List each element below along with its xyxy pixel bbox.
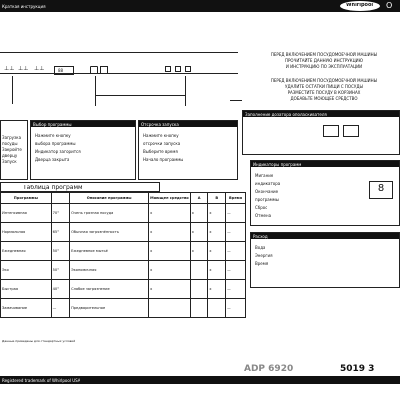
left-box-line: посуды — [2, 141, 18, 146]
delay-start-line: Нажмите кнопку — [143, 133, 179, 138]
footer-small-notes: Данные приведены для стандартных условий — [2, 339, 76, 343]
table-cell — [208, 299, 226, 318]
leader-line-5 — [230, 100, 242, 101]
brand-name: Whirlpool — [346, 3, 374, 8]
program-select-line: Дверца закрыта — [35, 157, 70, 162]
table-cell: Нормальная — [1, 223, 52, 242]
program-select-line: Нажмите кнопку — [35, 133, 71, 138]
table-cell: Ежедневная — [1, 242, 52, 261]
indicator-notes-line: Сброс — [255, 205, 268, 210]
rinse-aid-title-bar — [243, 111, 399, 117]
panel-symbols — [165, 66, 205, 76]
delay-start-title-bar — [139, 121, 237, 127]
rinse-aid-title: Заполнение дозатора ополаскивателя — [245, 112, 327, 117]
table-row — [1, 299, 246, 318]
table-cell — [190, 261, 208, 280]
table-cell: x — [149, 242, 191, 261]
table-cell: Интенсивная — [1, 204, 52, 223]
table-cell — [149, 299, 191, 318]
table-cell: x — [208, 242, 226, 261]
table-cell: Слабое загрязнение — [70, 280, 149, 299]
leader-line-2 — [95, 76, 96, 106]
delay-start-box — [138, 120, 238, 180]
program-select-line: выбора программы — [35, 141, 76, 146]
leader-line-4 — [185, 76, 186, 106]
option-icon-1 — [165, 66, 171, 72]
table-cell: — — [226, 280, 246, 299]
program-table — [0, 192, 246, 318]
table-cell: — — [226, 223, 246, 242]
table-cell: Предварительное — [70, 299, 149, 318]
panel-indicators — [4, 66, 124, 76]
footer-bar — [0, 376, 400, 384]
indicator-notes-line: программы — [255, 197, 279, 202]
program-table-title — [0, 182, 160, 192]
start-button[interactable] — [90, 66, 98, 74]
delay-button[interactable] — [100, 66, 108, 74]
dispenser-icon — [323, 125, 339, 137]
consumption-line: Время — [255, 261, 269, 266]
left-box-line: Закройте — [2, 147, 22, 152]
table-row — [1, 280, 246, 299]
program-display — [54, 66, 74, 75]
program-select-box — [30, 120, 136, 180]
table-cell: 40° — [51, 280, 69, 299]
indicator-3: ⊥⊥ — [34, 66, 45, 72]
header-title: Краткая инструкция — [2, 4, 46, 9]
corner-code: O — [386, 2, 393, 10]
consumption-line: Вода — [255, 245, 266, 250]
indicator-notes-line: Окончание — [255, 189, 279, 194]
rinse-aid-box — [242, 110, 400, 155]
table-header-cell: Описание программы — [70, 193, 149, 204]
table-header-cell: Моющее средство — [149, 193, 191, 204]
table-cell: Быстрая — [1, 280, 52, 299]
leader-line-1 — [12, 76, 13, 104]
table-cell: — — [226, 261, 246, 280]
table-header-cell: Программы — [1, 193, 52, 204]
table-cell: — — [226, 242, 246, 261]
right-mid-line: РАЗМЕСТИТЕ ПОСУДУ В КОРЗИНАХ — [287, 90, 361, 95]
delay-start-title: Отсрочка запуска — [141, 122, 179, 127]
footer-notes — [0, 335, 240, 365]
indicator-notes-title: Индикаторы программ — [253, 162, 302, 167]
table-cell: Замачивание — [1, 299, 52, 318]
program-select-title-bar — [31, 121, 135, 127]
dispenser-icon-2 — [343, 125, 359, 137]
indicator-notes-line: Мигание — [255, 173, 274, 178]
consumption-title: Расход — [253, 234, 268, 239]
panel-top-line — [0, 52, 238, 53]
right-top-line: И ИНСТРУКЦИЮ ПО ЭКСПЛУАТАЦИИ — [285, 64, 363, 69]
right-mid-line: УДАЛИТЕ ОСТАТКИ ПИЩИ С ПОСУДЫ — [285, 84, 363, 89]
table-header-cell: A — [190, 193, 208, 204]
program-select-title: Выбор программы — [33, 122, 72, 127]
table-row — [1, 223, 246, 242]
table-cell: x — [208, 280, 226, 299]
header-bar — [0, 0, 400, 12]
table-cell: x — [208, 204, 226, 223]
table-cell: x — [149, 204, 191, 223]
table-cell — [190, 299, 208, 318]
table-cell: Очень грязная посуда — [70, 204, 149, 223]
table-cell: 70° — [51, 204, 69, 223]
indicator-1: ⊥⊥ — [4, 66, 15, 72]
program-display-value: 88 — [58, 68, 64, 73]
table-cell: — — [226, 299, 246, 318]
option-icon-2 — [175, 66, 181, 72]
indicator-notes-title-bar — [251, 161, 399, 167]
right-mid-line: ПЕРЕД ВКЛЮЧЕНИЕМ ПОСУДОМОЕЧНОЙ МАШИНЫ — [270, 78, 378, 83]
table-cell: x — [190, 223, 208, 242]
table-cell: x — [149, 223, 191, 242]
table-header-cell: B — [208, 193, 226, 204]
option-icon-3 — [185, 66, 191, 72]
left-box-line: Запуск — [2, 159, 17, 164]
table-cell: x — [208, 223, 226, 242]
table-cell: 50° — [51, 242, 69, 261]
right-mid-text-block — [250, 78, 398, 108]
table-cell: x — [149, 261, 191, 280]
left-box-line: дверцу — [2, 153, 18, 158]
table-header-row — [1, 193, 246, 204]
model-label: ADP 6920 — [244, 364, 294, 374]
indicator-notes-line: индикатора — [255, 181, 281, 186]
program-table-title-text: Таблица программ — [23, 185, 83, 191]
product-code: 5019 3 — [340, 364, 375, 374]
table-cell: 65° — [51, 223, 69, 242]
right-top-line: ПЕРЕД ВКЛЮЧЕНИЕМ ПОСУДОМОЕЧНОЙ МАШИНЫ — [270, 52, 378, 57]
table-row — [1, 242, 246, 261]
table-row — [1, 261, 246, 280]
program-select-line: Индикатор загорится — [35, 149, 81, 154]
table-header-cell — [51, 193, 69, 204]
leader-line-3 — [95, 95, 185, 96]
delay-start-line: Начало программы — [143, 157, 184, 162]
brand-logo — [340, 1, 380, 11]
table-cell: 50° — [51, 261, 69, 280]
display-8-icon: 8 — [369, 181, 393, 199]
table-cell: Эко — [1, 261, 52, 280]
right-top-text-block — [250, 52, 398, 76]
left-box-line: Загрузка — [2, 135, 22, 140]
table-cell: Обычная загрязнённость — [70, 223, 149, 242]
table-cell: — — [51, 299, 69, 318]
table-cell — [190, 280, 208, 299]
table-cell: x — [208, 261, 226, 280]
consumption-line: Энергия — [255, 253, 273, 258]
delay-start-line: отсрочки запуска — [143, 141, 181, 146]
indicator-notes-line: Отмена — [255, 213, 272, 218]
table-header-cell: Время — [226, 193, 246, 204]
left-info-box — [0, 120, 28, 180]
delay-start-line: Выберите время — [143, 149, 178, 154]
consumption-title-bar — [251, 233, 399, 239]
right-top-line: ПРОЧИТАЙТЕ ДАННУЮ ИНСТРУКЦИЮ — [285, 58, 363, 63]
table-cell: — — [226, 204, 246, 223]
right-mid-line: ДОБАВЬТЕ МОЮЩЕЕ СРЕДСТВО — [290, 96, 358, 101]
table-row — [1, 204, 246, 223]
table-cell: x — [149, 280, 191, 299]
table-cell: x — [190, 242, 208, 261]
trademark-text: Registered trademark of Whirlpool USA — [2, 378, 81, 383]
program-table-wrapper — [0, 182, 246, 332]
indicator-notes-box — [250, 160, 400, 226]
table-cell: x — [190, 204, 208, 223]
footer-model-row — [240, 362, 400, 376]
indicator-2: ⊥⊥ — [18, 66, 29, 72]
consumption-box — [250, 232, 400, 288]
table-cell: Ежедневное мытьё — [70, 242, 149, 261]
table-cell: Экономичная — [70, 261, 149, 280]
